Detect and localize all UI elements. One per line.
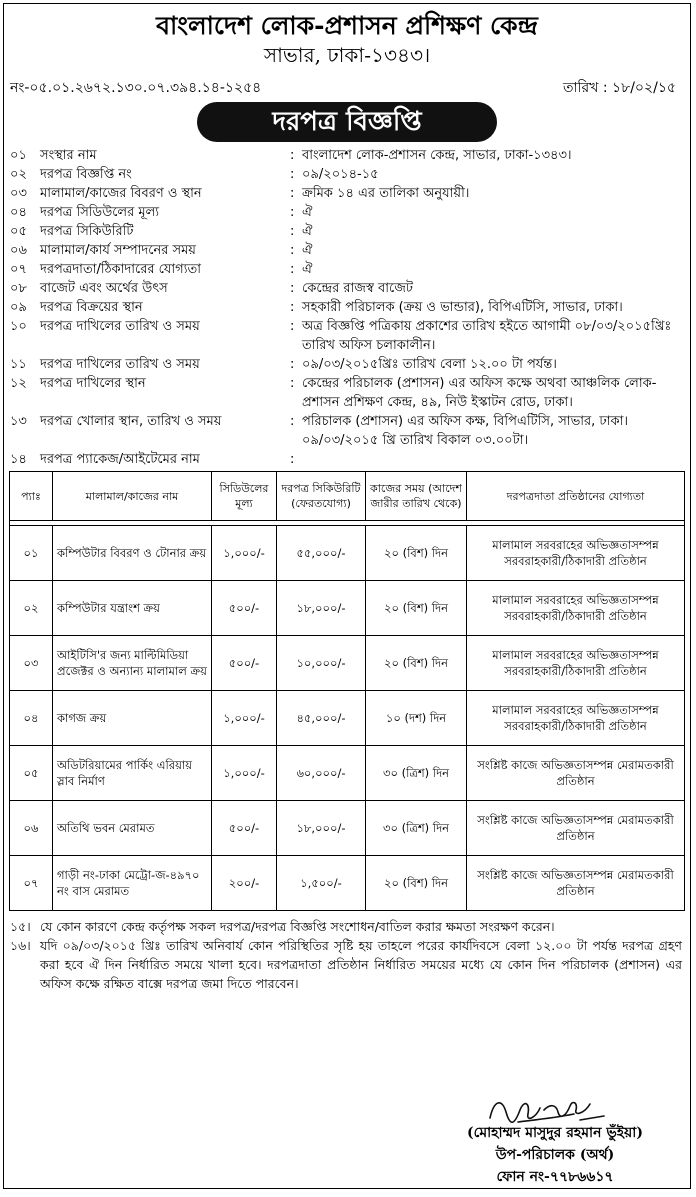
- footnote: [10, 936, 682, 993]
- item-number: ০২: [10, 167, 27, 182]
- item-label: দরপত্র বিজ্ঞপ্তি নং: [40, 167, 132, 182]
- table-row: [10, 746, 685, 801]
- cell-security: ১৮,০০০/-: [277, 801, 366, 856]
- notice-item: [10, 260, 690, 279]
- item-value: কেন্দ্রের পরিচালক (প্রশাসন) এর অফিস কক্ষে অথবা আঞ্চলিক লোক-প্রশাসন প্রশিক্ষণ কেন্দ্র, ৪৯, নিউ ইস্কাটন রোড, ঢাকা।: [302, 376, 657, 410]
- header-work-time: কাজের সময় (আদেশ জারীর তারিখ থেকে): [366, 472, 467, 521]
- item-number: ১০: [10, 319, 27, 334]
- cell-qualification: মালামাল সরবরাহের অভিজ্ঞতাসম্পন্ন সরবরাহকারী/ঠিকাদারী প্রতিষ্ঠান: [467, 691, 685, 746]
- item-colon: :: [290, 452, 295, 467]
- cell-package-no: ০৬: [10, 801, 53, 856]
- cell-schedule-fee: ৫০০/-: [212, 581, 277, 636]
- item-label: বাজেট এবং অর্থের উৎস: [40, 281, 168, 296]
- cell-package-no: ০৩: [10, 636, 53, 691]
- header-work-name: মালামাল/কাজের নাম: [53, 472, 212, 521]
- cell-package-no: ০৪: [10, 691, 53, 746]
- cell-security: ৬০,০০০/-: [277, 746, 366, 801]
- table-row: [10, 581, 685, 636]
- header-qualification: দরপত্রদাতা প্রতিষ্ঠানের যোগ্যতা: [467, 472, 685, 521]
- notice-item: [10, 412, 690, 450]
- footnote-text: যে কোন কারণে কেন্দ্র কর্তৃপক্ষ সকল দরপত্র/দরপত্র বিজ্ঞপ্তি সংশোধন/বাতিল করার ক্ষমতা সংরক্ষণ করেন।: [40, 919, 555, 934]
- item-label: দরপত্র দাখিলের তারিখ ও সময়: [40, 319, 200, 334]
- item-colon: :: [290, 319, 295, 334]
- item-value: বাংলাদেশ লোক-প্রশাসন কেন্দ্র, সাভার, ঢাকা-১৩৪৩।: [302, 148, 572, 163]
- notice-item: [10, 374, 690, 412]
- cell-work-time: ১০ (দশ) দিন: [366, 691, 467, 746]
- item-colon: :: [290, 376, 295, 391]
- signatory-designation: উপ-পরিচালক (অর্থ): [495, 1147, 615, 1163]
- item-number: ১৩: [10, 414, 27, 429]
- table-row: [10, 636, 685, 691]
- item-number: ০৭: [10, 262, 27, 277]
- item-value: ০৯/২০১৪-১৫: [302, 167, 379, 182]
- cell-schedule-fee: ১,০০০/-: [212, 526, 277, 581]
- signature-block: [430, 1092, 680, 1188]
- item-colon: :: [290, 300, 295, 315]
- notice-item: [10, 222, 690, 241]
- item-value: ঐ: [302, 205, 313, 220]
- notice-item: [10, 317, 690, 355]
- notice-item: [10, 450, 690, 469]
- item-value: [302, 450, 682, 469]
- item-number: ০৪: [10, 205, 27, 220]
- notice-item: [10, 165, 690, 184]
- item-value: ০৯/০৩/২০১৫খ্রিঃ তারিখ বেলা ১২.০০ টা পর্যন্ত।: [302, 357, 557, 372]
- table-body: [10, 526, 685, 911]
- notice-item: [10, 203, 690, 222]
- footnote-number: ১৫।: [10, 919, 31, 934]
- notice-header: [4, 4, 690, 68]
- item-colon: :: [290, 205, 295, 220]
- cell-qualification: মালামাল সরবরাহের অভিজ্ঞতাসম্পন্ন সরবরাহকারী/ঠিকাদারী প্রতিষ্ঠান: [467, 526, 685, 581]
- item-colon: :: [290, 281, 295, 296]
- cell-qualification: সংশ্লিষ্ট কাজে অভিজ্ঞতাসম্পন্ন মেরামতকারী প্রতিষ্ঠান: [467, 801, 685, 856]
- cell-work-time: ২০ (বিশ) দিন: [366, 581, 467, 636]
- item-colon: :: [290, 167, 295, 182]
- footnote: [10, 917, 682, 936]
- cell-security: ১০,০০০/-: [277, 636, 366, 691]
- item-number: ১২: [10, 376, 27, 391]
- cell-work-time: ২০ (বিশ) দিন: [366, 636, 467, 691]
- item-colon: :: [290, 186, 295, 201]
- item-colon: :: [290, 414, 295, 429]
- footnote-number: ১৬।: [10, 938, 31, 953]
- item-label: দরপত্র সিডিউলের মূল্য: [40, 205, 160, 220]
- item-number: ০১: [10, 148, 27, 163]
- item-number: ১১: [10, 357, 27, 372]
- cell-work-time: ৩০ (ত্রিশ) দিন: [366, 801, 467, 856]
- cell-package-no: ০২: [10, 581, 53, 636]
- notice-item: [10, 279, 690, 298]
- cell-schedule-fee: ১,০০০/-: [212, 691, 277, 746]
- cell-work-name: কম্পিউটার যন্ত্রাংশ ক্রয়: [53, 581, 212, 636]
- item-colon: :: [290, 262, 295, 277]
- notice-item: [10, 241, 690, 260]
- memo-number: নং-০৫.০১.২৬৭২.১৩০.০৭.৩৯৪.১৪-১২৫৪: [10, 80, 262, 96]
- item-colon: :: [290, 357, 295, 372]
- item-value: সহকারী পরিচালক (ক্রয় ও ভান্ডার), বিপিএটিসি, সাভার, ঢাকা।: [302, 300, 623, 315]
- item-value: পরিচালক (প্রশাসন) এর অফিস কক্ষ, বিপিএটিসি, সাভার, ঢাকা। ০৯/০৩/২০১৫ খ্রি তারিখ বিকাল ০৩.০০টা।: [302, 414, 629, 448]
- signatory-name: (মোহাম্মদ মাসুদুর রহমান ভুঁইয়া): [467, 1125, 643, 1141]
- cell-work-name: আইটিসি'র জন্য মাল্টিমিডিয়া প্রজেক্টর ও অন্যান্য মালামাল ক্রয়: [53, 636, 212, 691]
- item-value: অত্র বিজ্ঞপ্তি পত্রিকায় প্রকাশের তারিখ হইতে আগামী ০৮/০৩/২০১৫খ্রিঃ তারিখ অফিস চলাকালীন।: [302, 319, 672, 353]
- cell-work-time: ৩০ (ত্রিশ) দিন: [366, 746, 467, 801]
- notice-items-list: [10, 146, 690, 469]
- item-label: দরপত্র দাখিলের স্থান: [40, 376, 146, 391]
- table-row: [10, 526, 685, 581]
- notice-date: তারিখ : ১৮/০২/১৫: [562, 80, 676, 96]
- handwritten-signature: [484, 1092, 614, 1132]
- item-colon: :: [290, 224, 295, 239]
- item-colon: :: [290, 148, 295, 163]
- cell-security: ৪৫,০০০/-: [277, 691, 366, 746]
- item-label: মালামাল/কার্য সম্পাদনের সময়: [40, 243, 196, 258]
- cell-qualification: মালামাল সরবরাহের অভিজ্ঞতাসম্পন্ন সরবরাহকারী/ঠিকাদারী প্রতিষ্ঠান: [467, 581, 685, 636]
- notice-item: [10, 298, 690, 317]
- header-security: দরপত্র সিকিউরিটি (ফেরতযোগ্য): [277, 472, 366, 521]
- item-number: ০৬: [10, 243, 27, 258]
- tender-package-table: [9, 471, 685, 911]
- item-value: ঐ: [302, 224, 313, 239]
- item-colon: :: [290, 243, 295, 258]
- organization-name: বাংলাদেশ লোক-প্রশাসন প্রশিক্ষণ কেন্দ্র: [156, 11, 538, 40]
- cell-package-no: ০৫: [10, 746, 53, 801]
- cell-work-name: অডিটরিয়ামের পার্কিং এরিয়ায় স্লাব নির্মাণ: [53, 746, 212, 801]
- item-label: মালামাল/কাজের বিবরণ ও স্থান: [40, 186, 202, 201]
- cell-qualification: সংশ্লিষ্ট কাজে অভিজ্ঞতাসম্পন্ন মেরামতকারী প্রতিষ্ঠান: [467, 746, 685, 801]
- cell-schedule-fee: ২০০/-: [212, 856, 277, 911]
- cell-schedule-fee: ৫০০/-: [212, 801, 277, 856]
- item-number: ০৩: [10, 186, 27, 201]
- item-label: দরপত্রদাতা/ঠিকাদারের যোগ্যতা: [40, 262, 201, 277]
- notice-item: [10, 184, 690, 203]
- cell-work-name: কম্পিউটার বিবরণ ও টোনার ক্রয়: [53, 526, 212, 581]
- cell-work-time: ২০ (বিশ) দিন: [366, 856, 467, 911]
- signatory-phone: ফোন নং-৭৭৮৬৬১৭: [496, 1169, 614, 1185]
- table-row: [10, 801, 685, 856]
- cell-security: ১৮,০০০/-: [277, 581, 366, 636]
- cell-qualification: সংশ্লিষ্ট কাজে অভিজ্ঞতাসম্পন্ন মেরামতকারী প্রতিষ্ঠান: [467, 856, 685, 911]
- item-label: দরপত্র প্যাকেজ/আইটেমের নাম: [40, 452, 200, 467]
- item-label: দরপত্র দাখিলের তারিখ ও সময়: [40, 357, 200, 372]
- cell-work-name: গাড়ী নং-ঢাকা মেট্রো-জ-৪৯৭০ নং বাস মেরামত: [53, 856, 212, 911]
- item-label: সংস্থার নাম: [40, 148, 97, 163]
- item-number: ০৯: [10, 300, 27, 315]
- cell-work-name: কাগজ ক্রয়: [53, 691, 212, 746]
- cell-package-no: ০৭: [10, 856, 53, 911]
- cell-qualification: মালামাল সরবরাহের অভিজ্ঞতাসম্পন্ন সরবরাহকারী/ঠিকাদারী প্রতিষ্ঠান: [467, 636, 685, 691]
- cell-security: ১,৫০০/-: [277, 856, 366, 911]
- table-row: [10, 691, 685, 746]
- item-number: ০৫: [10, 224, 27, 239]
- item-label: দরপত্র খোলার স্থান, তারিখ ও সময়: [40, 414, 222, 429]
- item-label: দরপত্র সিকিউরিটি: [40, 224, 134, 239]
- cell-schedule-fee: ১,০০০/-: [212, 746, 277, 801]
- tender-notice-page: [3, 3, 691, 1189]
- notice-item: [10, 146, 690, 165]
- table-header-row: [10, 472, 685, 521]
- cell-work-time: ২০ (বিশ) দিন: [366, 526, 467, 581]
- item-number: ০৮: [10, 281, 27, 296]
- notice-title-banner: দরপত্র বিজ্ঞপ্তি: [197, 102, 497, 142]
- cell-package-no: ০১: [10, 526, 53, 581]
- item-number: ১৪: [10, 452, 27, 467]
- footnotes: [10, 917, 682, 993]
- item-value: ক্রমিক ১৪ এর তালিকা অনুযায়ী।: [302, 186, 470, 201]
- reference-row: [4, 72, 690, 98]
- cell-security: ৫৫,০০০/-: [277, 526, 366, 581]
- organization-address: সাভার, ঢাকা-১৩৪৩।: [263, 43, 431, 67]
- cell-work-name: অতিথি ভবন মেরামত: [53, 801, 212, 856]
- item-value: কেন্দ্রের রাজস্ব বাজেট: [302, 281, 413, 296]
- item-value: ঐ: [302, 243, 313, 258]
- item-value: ঐ: [302, 262, 313, 277]
- item-label: দরপত্র বিক্রয়ের স্থান: [40, 300, 143, 315]
- header-schedule-fee: সিডিউলের মূল্য: [212, 472, 277, 521]
- table-row: [10, 856, 685, 911]
- header-package: প্যাঃ: [10, 472, 53, 521]
- notice-item: [10, 355, 690, 374]
- footnote-text: যদি ০৯/০৩/২০১৫ খ্রিঃ তারিখ অনিবার্য কোন পরিস্থিতির সৃষ্টি হয় তাহলে পরের কার্যদিবসে বেলা ১২.০০ টা পর্যন্ত দরপত্র গ্রহণ করা হবে ঐ দিন নির্ধারিত সময়ে খালা হবে। দরপত্রদাতা প্রতিষ্ঠান নির্ধারিত সময়ের মধ্যে যে কোন দিন পরিচালক (প্রশাসন) এর অফিস কক্ষে রক্ষিত বাক্সে দরপত্র জমা দিতে পারবেন।: [40, 938, 682, 991]
- cell-schedule-fee: ৫০০/-: [212, 636, 277, 691]
